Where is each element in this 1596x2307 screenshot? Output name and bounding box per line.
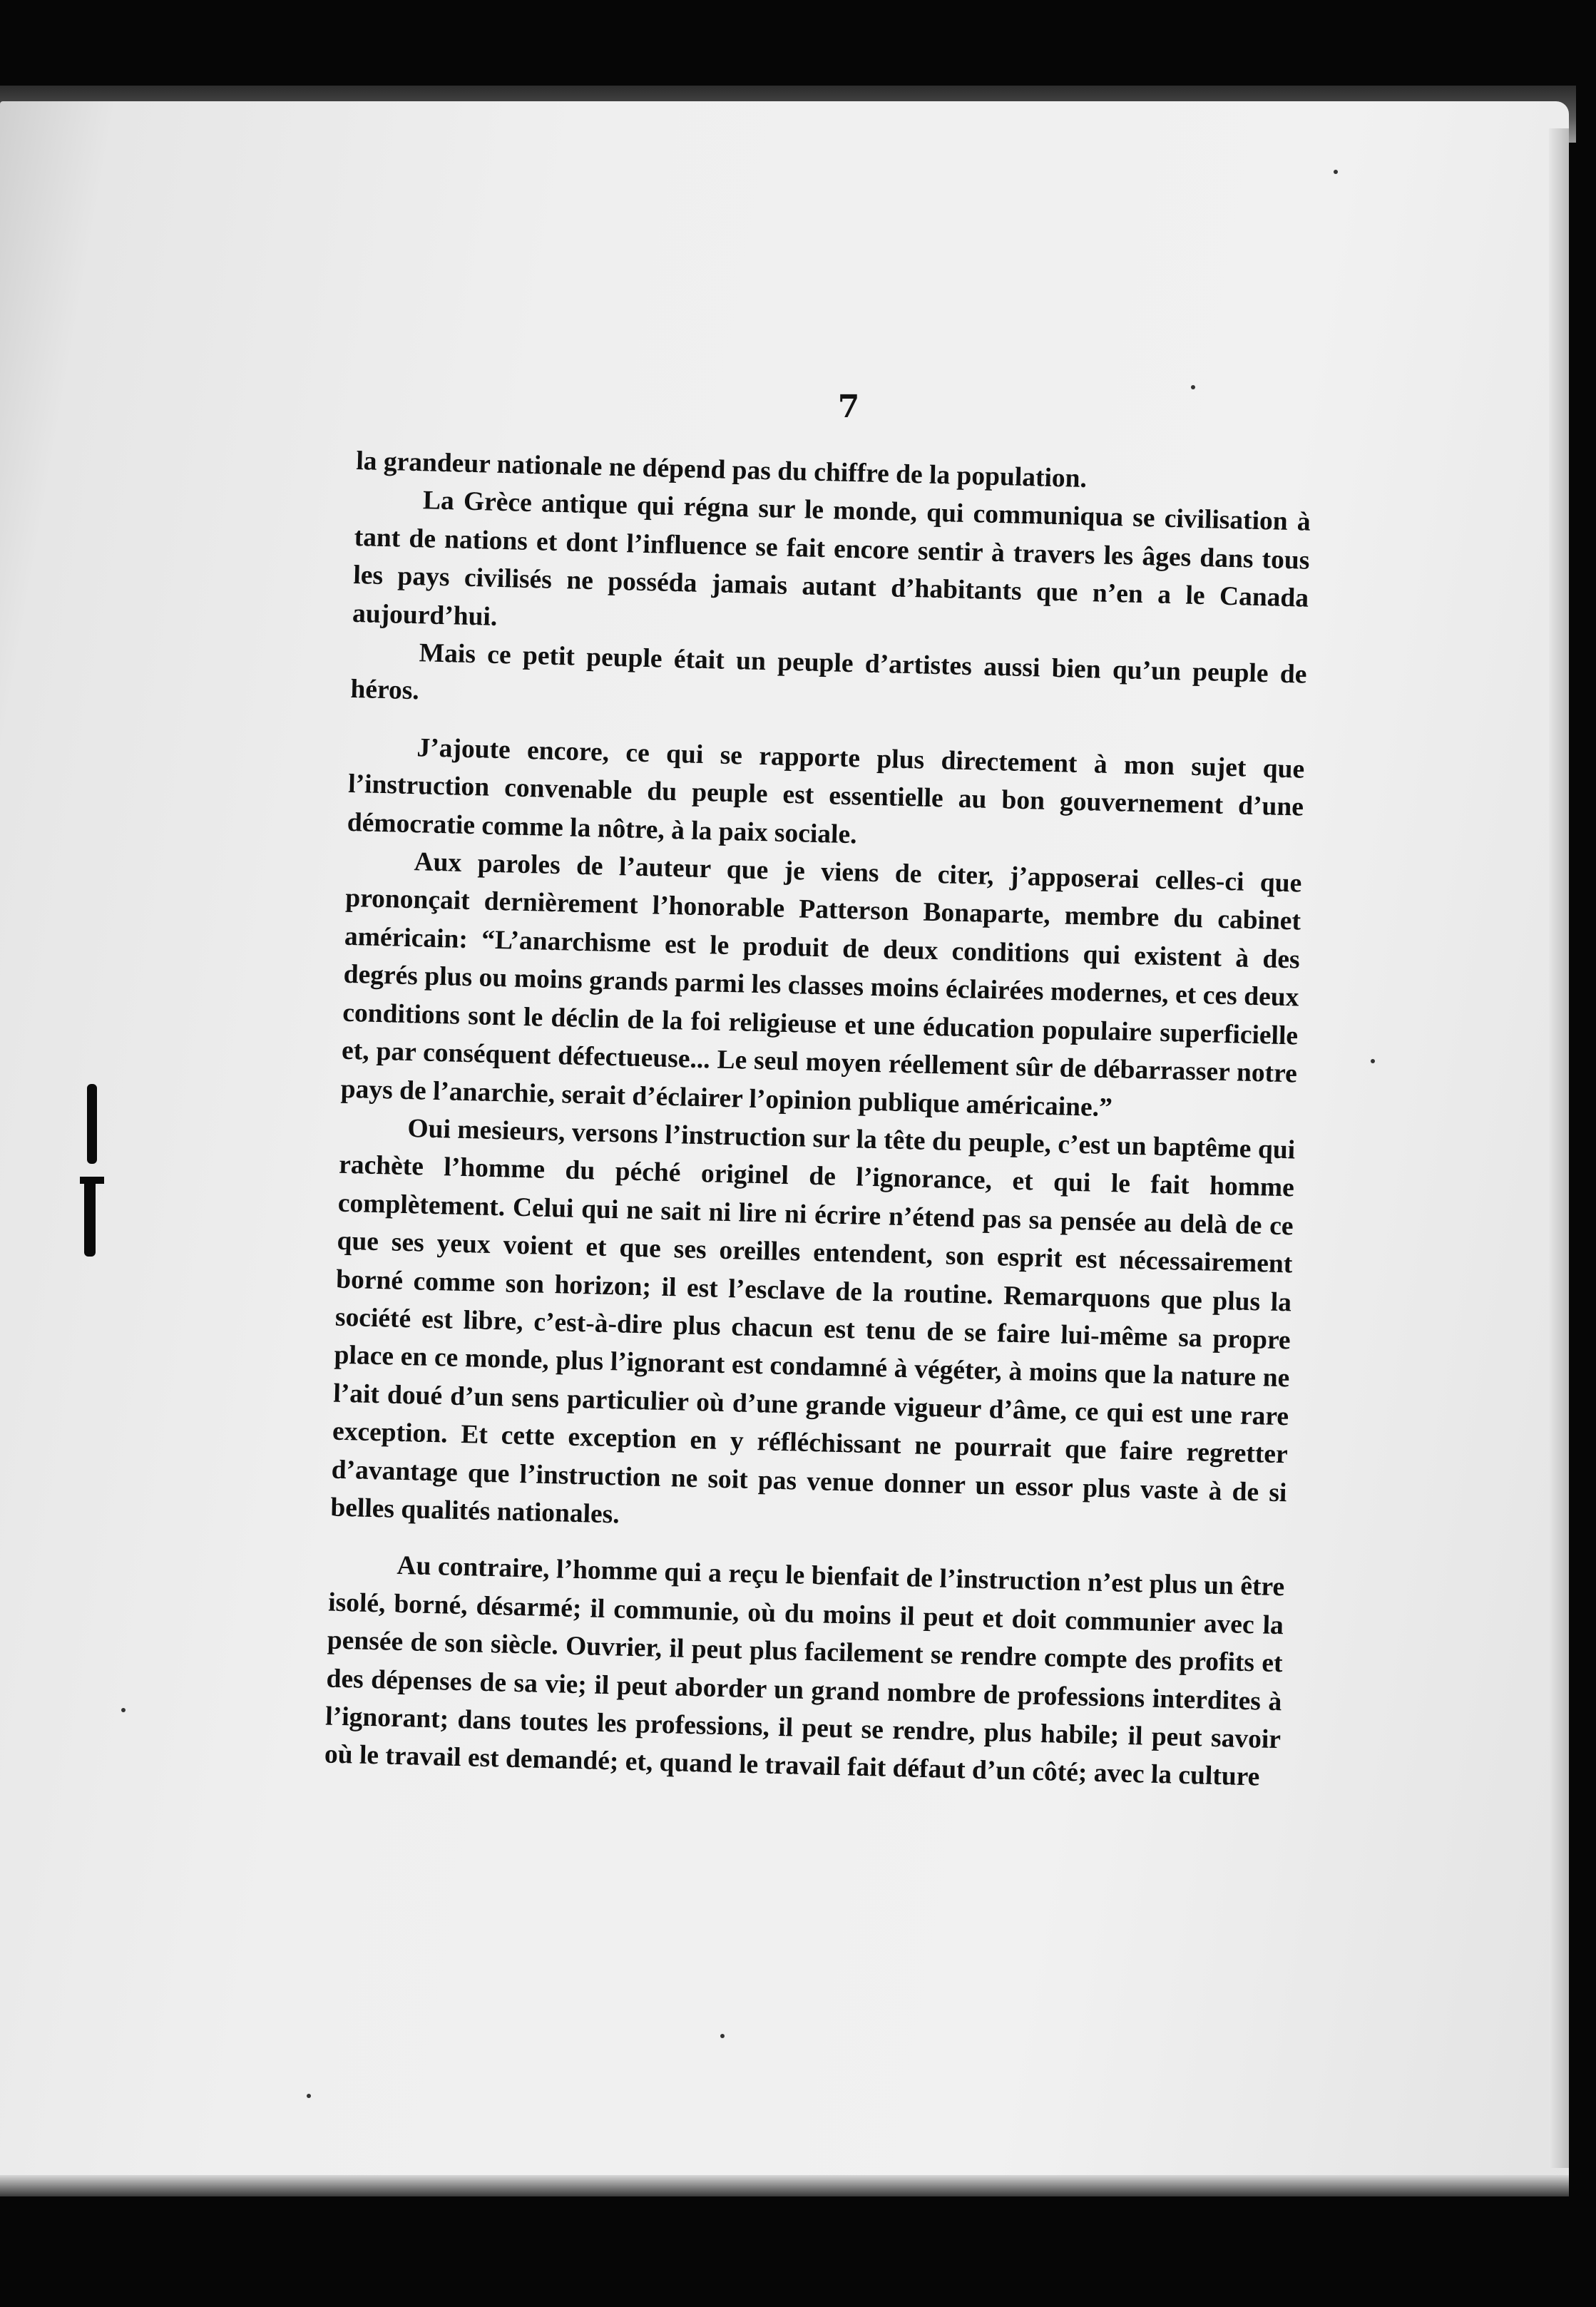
- margin-mark-lower: [84, 1177, 96, 1257]
- page-number: 7: [837, 389, 860, 425]
- dust-speck: [307, 2094, 311, 2098]
- paragraph: J’ajoute encore, ce qui se rapporte plus directement à mon sujet que l’instruction convenable du peuple est essentielle au bon gouvernement d’une démocratie comme la nôtre, à la paix sociale.: [347, 733, 1305, 849]
- paragraph: Au contraire, l’homme qui a reçu le bienfait de l’instruction n’est plus un être isolé, borné, désarmé; il communie, où du moins il peut et doit communier avec la pensée de son siècle. Ouvrier, il peut plus facilement se rendre compte des profits et des dépenses de sa vie; il peut aborder un grand nombre de professions interdites à l’ignorant; dans toutes les professions, il peut se rendre, plus habile; il peut savoir où le travail est demandé; et, quand le travail fait défaut d’un côté; avec la culture: [324, 1551, 1285, 1792]
- margin-mark-tick: [80, 1177, 104, 1184]
- page-bottom-edge: [0, 2175, 1569, 2196]
- paragraph: Aux paroles de l’auteur que je viens de citer, j’apposerai celles-ci que prononçait dernièrement l’honorable Patterson Bonaparte, membre du cabinet américain: “L’anarchisme est le produit de deux conditions qui existent à des degrés plus ou moins grands parmi les classes moins éclairées modernes, et ces deux conditions sont le déclin de la foi religieuse et une éducation populaire superficielle et, par conséquent défectueuse... Le seul moyen réellement sûr de débarrasser notre pays de l’anarchie, serait d’éclairer l’opinion publique américaine.”: [340, 847, 1302, 1122]
- paragraph: la grandeur nationale ne dépend pas du chiffre de la population.: [355, 446, 1088, 494]
- paragraph: Oui mesieurs, versons l’instruction sur la tête du peuple, c’est un baptême qui rachète l’homme du péché originel de l’ignorance, et qui le fait homme complètement. Celui qui ne sait ni lire ni écrire n’étend pas sa pensée au delà de ce que ses yeux voient et que ses oreilles entendent, son esprit est nécessairement borné comme son horizon; il est l’esclave de la routine. Remarquons que plus la société est libre, c’est-à-dire plus chacun est tenu de se faire lui-même sa propre place en ce monde, plus l’ignorant est condamné à végéter, à moins que la nature ne l’ait doué d’un sens particulier où d’une grande vigueur d’âme, ce qui est une rare exception. Et cette exception en y réfléchissant ne pourrait que faire regretter d’avantage que l’instruction ne soit pas venue donner un essor plus vaste à de si belles qualités nationales.: [329, 1113, 1296, 1530]
- paragraph: La Grèce antique qui régna sur le monde, qui communiqua se civilisation à tant de nations et dont l’influence se fait encore sentir à travers les âges dans tous les pays civilisés ne posséda jamais autant d’habitants que n’en a le Canada aujourd’hui.: [352, 486, 1311, 632]
- margin-mark-upper: [87, 1084, 97, 1164]
- dust-speck: [1371, 1059, 1375, 1063]
- body-text: [324, 442, 1311, 1797]
- dust-speck: [720, 2034, 725, 2038]
- page-right-edge: [1549, 128, 1569, 2168]
- paragraph: Mais ce petit peuple était un peuple d’artistes aussi bien qu’un peuple de héros.: [350, 638, 1307, 706]
- dust-speck: [121, 1708, 126, 1712]
- dust-speck: [1334, 170, 1338, 174]
- dust-speck: [1191, 385, 1195, 389]
